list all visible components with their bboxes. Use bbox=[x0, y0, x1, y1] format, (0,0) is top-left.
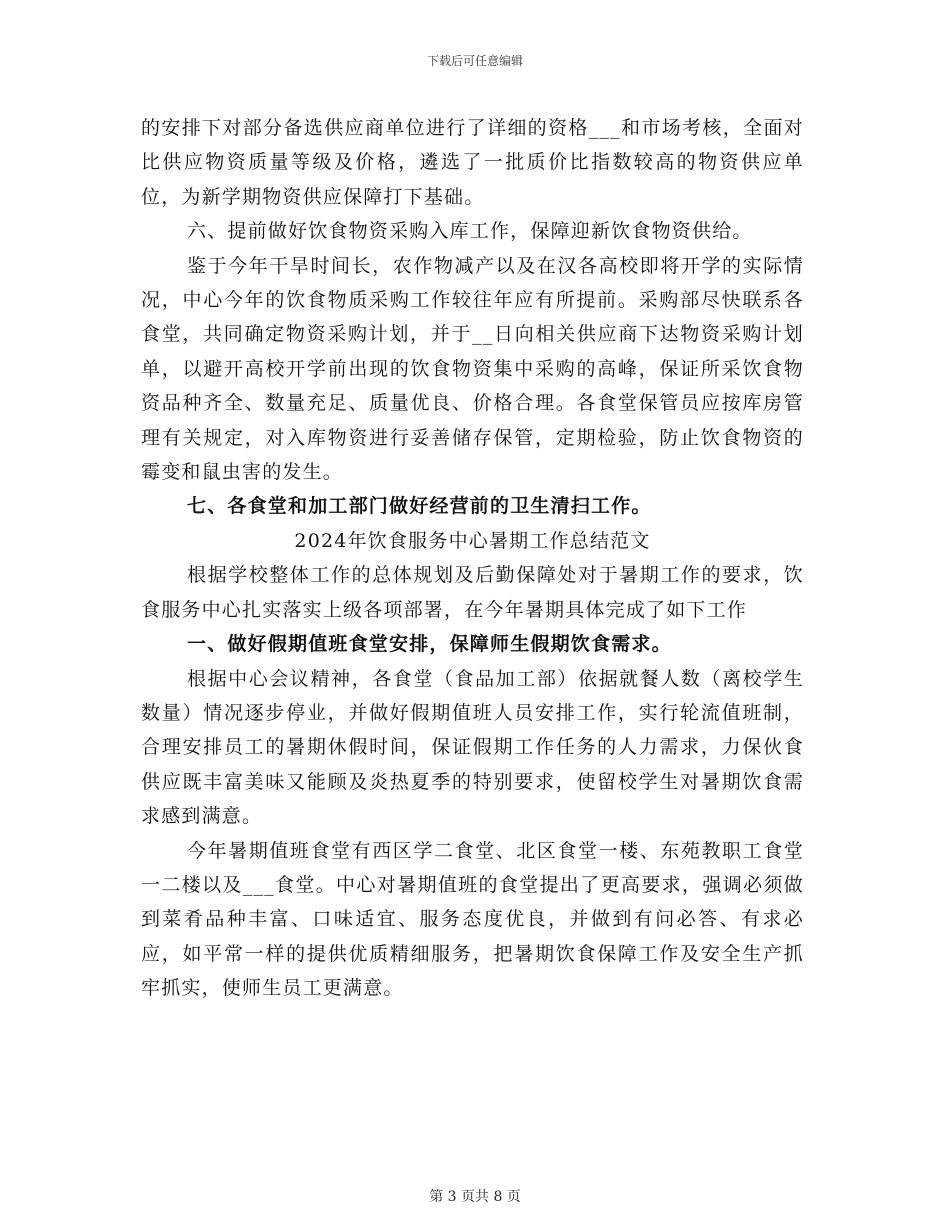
paragraph-continuation: 的安排下对部分备选供应商单位进行了详细的资格___和市场考核，全面对比供应物资质量等级及价格，遴选了一批质价比指数较高的物资供应单位，为新学期物资供应保障打下基础。 bbox=[141, 117, 804, 208]
paragraph-procurement: 鉴于今年干旱时间长，农作物减产以及在汉各高校即将开学的实际情况，中心今年的饮食物质采购工作较往年应有所提前。采购部尽快联系各食堂，共同确定物资采购计划，并于__日向相关供应商下达物资采购计划单，以避开高校开学前出现的饮食物资集中采购的高峰，保证所采饮食物资品种齐全、数量充足、质量优良、价格合理。各食堂保管员应按库房管理有关规定，对入库物资进行妥善储存保管，定期检验，防止饮食物资的霉变和鼠虫害的发生。 bbox=[141, 254, 804, 484]
paragraph-intro: 根据学校整体工作的总体规划及后勤保障处对于暑期工作的要求，饮食服务中心扎实落实上级各项部署，在今年暑期具体完成了如下工作 bbox=[141, 564, 804, 621]
paragraph-duty-arrangement: 根据中心会议精神，各食堂（食品加工部）依据就餐人数（离校学生数量）情况逐步停业，并做好假期值班人员安排工作，实行轮流值班制，合理安排员工的暑期休假时间，保证假期工作任务的人力需求，力保伙食供应既丰富美味又能顾及炎热夏季的特别要求，使留校学生对暑期饮食需求感到满意。 bbox=[141, 667, 804, 828]
paragraph-duty-canteens: 今年暑期值班食堂有西区学二食堂、北区食堂一楼、东苑教职工食堂一二楼以及___食堂。中心对暑期值班的食堂提出了更高要求，强调必须做到菜肴品种丰富、口味适宜、服务态度优良，并做到有问必答、有求必应，如平常一样的提供优质精细服务，把暑期饮食保障工作及安全生产抓牢抓实，使师生员工更满意。 bbox=[141, 839, 804, 1000]
page-footer: 第 3 页共 8 页 bbox=[429, 1189, 521, 1205]
page-header: 下载后可任意编辑 bbox=[426, 54, 523, 68]
section-seven-heading: 七、各食堂和加工部门做好经营前的卫生清扫工作。 bbox=[187, 495, 652, 518]
section-six-heading: 六、提前做好饮食物资采购入库工作，保障迎新饮食物资供给。 bbox=[187, 220, 753, 243]
document-body bbox=[141, 111, 804, 1006]
section-one-heading: 一、做好假期值班食堂安排，保障师生假期饮食需求。 bbox=[187, 633, 672, 656]
document-title: 2024年饮食服务中心暑期工作总结范文 bbox=[294, 529, 651, 552]
